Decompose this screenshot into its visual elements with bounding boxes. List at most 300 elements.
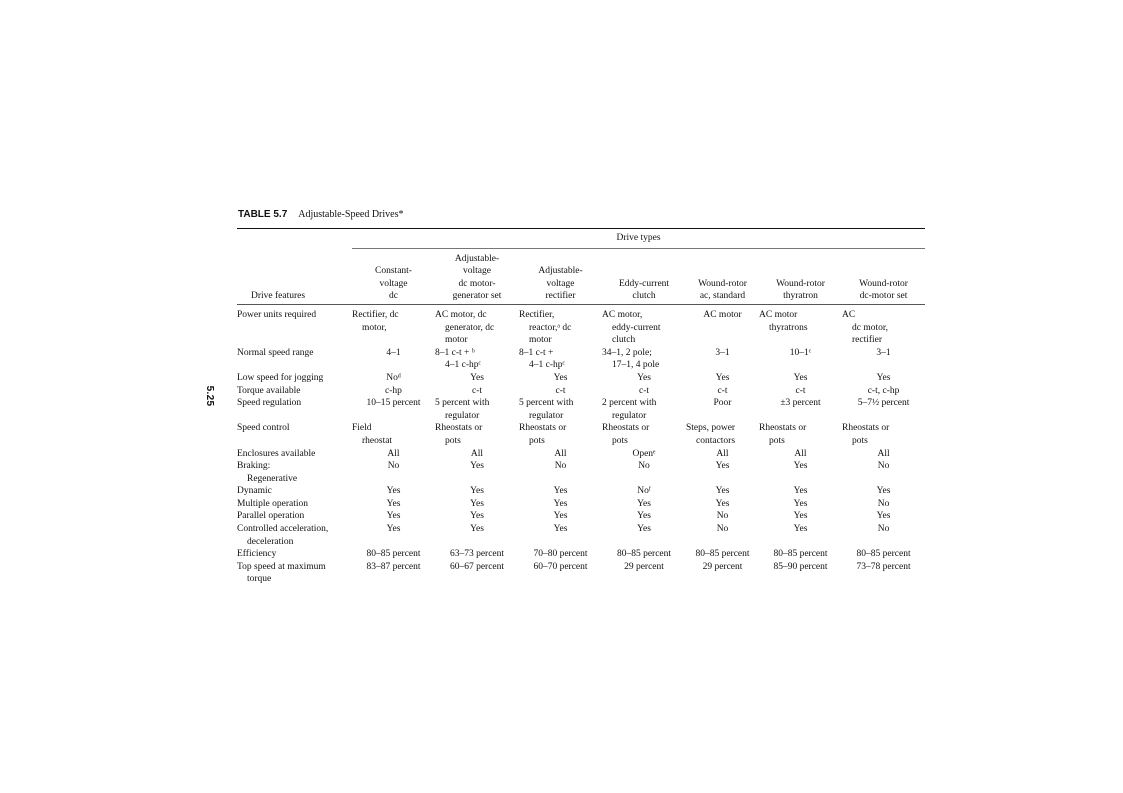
- cell-line: 80–85 percent: [616, 549, 672, 560]
- cell-line: No: [877, 461, 890, 472]
- cell-line: Yes: [470, 372, 484, 383]
- table-cell: [519, 498, 602, 511]
- cell-line: eddy-current: [612, 322, 661, 333]
- table-cell: [435, 523, 519, 548]
- table-cell: [842, 347, 925, 372]
- table-cell: [519, 448, 602, 461]
- table-cell: [602, 448, 686, 461]
- table-cell: [435, 448, 519, 461]
- table-cell: [759, 498, 842, 511]
- cell-line: No: [638, 461, 650, 472]
- cell-line: regulator: [529, 410, 564, 421]
- cell-line: Yes: [715, 486, 730, 497]
- table-cell: [759, 460, 842, 485]
- table-cell: [759, 304, 842, 346]
- table-row: [237, 548, 925, 561]
- cell-line: rheostat: [362, 435, 393, 446]
- table-body: [237, 304, 925, 586]
- cell-line: 4–1 c-hpᶜ: [445, 360, 481, 371]
- cell-line: ±3 percent: [780, 398, 821, 409]
- cell-line: Yes: [553, 486, 568, 497]
- table-cell: [519, 397, 602, 422]
- table-cell: [602, 422, 686, 447]
- table-caption: [238, 209, 404, 220]
- table-cell: [352, 485, 435, 498]
- drives-table-container: [237, 228, 925, 586]
- column-header-row: [237, 248, 925, 304]
- table-cell: [602, 485, 686, 498]
- table-cell: [602, 523, 686, 548]
- cell-line: c-t: [795, 385, 806, 396]
- table-cell: [602, 385, 686, 398]
- cell-line: 73–78 percent: [856, 561, 911, 572]
- cell-line: Yes: [876, 372, 891, 383]
- table-cell: [842, 448, 925, 461]
- cell-line: motor: [529, 335, 552, 346]
- table-cell: [352, 372, 435, 385]
- cell-line: Openᵉ: [632, 448, 656, 459]
- row-feature: [237, 561, 352, 586]
- feature-line: Normal speed range: [237, 347, 314, 358]
- table-cell: [519, 347, 602, 372]
- table-cell: [686, 548, 759, 561]
- table-cell: [686, 485, 759, 498]
- cell-line: Steps, power: [686, 423, 736, 434]
- table-cell: [352, 385, 435, 398]
- cell-line: motor: [445, 335, 468, 346]
- column-header-line: Eddy-current: [618, 278, 670, 289]
- table-cell: [686, 561, 759, 586]
- table-cell: [352, 498, 435, 511]
- table-cell: [435, 485, 519, 498]
- cell-line: Yes: [876, 511, 891, 522]
- column-header-4: [602, 248, 686, 304]
- cell-line: regulator: [445, 410, 480, 421]
- column-header-0: [237, 248, 352, 304]
- table-cell: [602, 460, 686, 485]
- cell-line: 4–1: [386, 347, 401, 358]
- cell-line: No: [877, 524, 890, 535]
- cell-line: All: [387, 448, 400, 459]
- table-label: TABLE 5.7: [238, 209, 288, 220]
- table-cell: [686, 397, 759, 422]
- cell-line: AC motor,: [602, 309, 643, 320]
- table-row: [237, 422, 925, 447]
- cell-line: Yes: [470, 524, 484, 535]
- column-header-7: [842, 248, 925, 304]
- cell-line: dc motor,: [852, 322, 889, 333]
- cell-line: 8–1 c-t +: [519, 347, 554, 358]
- table-cell: [759, 448, 842, 461]
- table-cell: [686, 385, 759, 398]
- cell-line: Yes: [793, 498, 808, 509]
- feature-line: Speed regulation: [237, 398, 302, 409]
- cell-line: thyratrons: [769, 322, 808, 333]
- cell-line: 83–87 percent: [366, 561, 421, 572]
- feature-line: Dynamic: [237, 486, 272, 497]
- row-feature: [237, 448, 352, 461]
- cell-line: pots: [529, 435, 545, 446]
- column-header-line: voltage: [379, 278, 408, 289]
- table-cell: [352, 523, 435, 548]
- table-cell: [519, 385, 602, 398]
- table-cell: [519, 523, 602, 548]
- column-header-3: [519, 248, 602, 304]
- cell-line: All: [470, 448, 484, 459]
- cell-line: 3–1: [876, 347, 891, 358]
- column-header-line: dc: [389, 291, 398, 302]
- row-feature: [237, 460, 352, 485]
- row-feature: [237, 347, 352, 372]
- cell-line: Yes: [793, 461, 808, 472]
- cell-line: 63–73 percent: [449, 549, 505, 560]
- cell-line: Yes: [793, 511, 808, 522]
- cell-line: 5 percent with: [519, 398, 574, 409]
- table-cell: [352, 347, 435, 372]
- cell-line: pots: [852, 435, 868, 446]
- cell-line: c-t, c-hp: [867, 385, 900, 396]
- column-header-2: [435, 248, 519, 304]
- cell-line: No: [387, 461, 400, 472]
- table-cell: [842, 397, 925, 422]
- table-cell: [602, 372, 686, 385]
- cell-line: All: [794, 448, 807, 459]
- cell-line: 4–1 c-hpᶜ: [529, 360, 565, 371]
- cell-line: Rheostats or: [602, 423, 650, 434]
- table-cell: [435, 385, 519, 398]
- cell-line: Rheostats or: [435, 423, 483, 434]
- row-feature: [237, 485, 352, 498]
- table-cell: [352, 422, 435, 447]
- cell-line: Yes: [386, 511, 401, 522]
- cell-line: 80–85 percent: [695, 549, 750, 560]
- cell-line: 70–80 percent: [533, 549, 588, 560]
- cell-line: Yes: [386, 486, 401, 497]
- table-row: [237, 448, 925, 461]
- cell-line: AC: [842, 309, 856, 320]
- table-cell: [686, 304, 759, 346]
- column-header-1: [352, 248, 435, 304]
- column-header-line: dc motor-: [458, 278, 496, 289]
- table-cell: [602, 510, 686, 523]
- cell-line: Field: [352, 423, 372, 434]
- column-header-line: voltage: [546, 278, 575, 289]
- table-cell: [842, 372, 925, 385]
- cell-line: Yes: [715, 461, 730, 472]
- table-cell: [759, 397, 842, 422]
- table-cell: [842, 385, 925, 398]
- row-feature: [237, 523, 352, 548]
- column-header-line: ac, standard: [699, 291, 746, 302]
- row-feature: [237, 422, 352, 447]
- table-cell: [759, 385, 842, 398]
- feature-line: Torque available: [237, 385, 301, 396]
- table-cell: [842, 510, 925, 523]
- table-cell: [435, 372, 519, 385]
- feature-line: torque: [247, 574, 272, 585]
- cell-line: pots: [769, 435, 785, 446]
- table-cell: [435, 460, 519, 485]
- feature-line: Speed control: [237, 423, 290, 434]
- cell-line: Yes: [793, 486, 808, 497]
- table-cell: [519, 485, 602, 498]
- cell-line: Yes: [553, 372, 568, 383]
- cell-line: 80–85 percent: [856, 549, 911, 560]
- table-cell: [352, 561, 435, 586]
- table-cell: [519, 372, 602, 385]
- column-header-line: dc-motor set: [859, 291, 908, 302]
- cell-line: pots: [445, 435, 461, 446]
- cell-line: Yes: [715, 498, 730, 509]
- column-header-line: Adjustable-: [538, 266, 583, 277]
- cell-line: Yes: [553, 511, 568, 522]
- cell-line: Yes: [386, 498, 401, 509]
- row-feature: [237, 548, 352, 561]
- table-cell: [352, 548, 435, 561]
- cell-line: Yes: [793, 372, 808, 383]
- table-cell: [435, 498, 519, 511]
- cell-line: 29 percent: [624, 561, 664, 572]
- feature-line: Braking:: [237, 461, 271, 472]
- cell-line: regulator: [612, 410, 647, 421]
- cell-line: clutch: [612, 335, 636, 346]
- cell-line: Yes: [793, 524, 808, 535]
- table-cell: [686, 448, 759, 461]
- table-cell: [842, 561, 925, 586]
- column-header-line: Wound-rotor: [859, 278, 908, 289]
- column-header-line: Adjustable-: [454, 253, 500, 264]
- cell-line: Yes: [637, 372, 651, 383]
- cell-line: Rheostats or: [759, 423, 807, 434]
- row-feature: [237, 385, 352, 398]
- cell-line: c-t: [638, 385, 650, 396]
- group-header: Drive types: [352, 229, 925, 249]
- table-row: [237, 460, 925, 485]
- column-header-line: generator set: [452, 291, 502, 302]
- cell-line: 80–85 percent: [773, 549, 828, 560]
- table-cell: [842, 523, 925, 548]
- cell-line: AC motor: [703, 309, 742, 320]
- cell-line: Yes: [637, 498, 651, 509]
- cell-line: Rheostats or: [842, 423, 890, 434]
- table-cell: [759, 548, 842, 561]
- feature-line: deceleration: [247, 536, 294, 547]
- table-row: [237, 523, 925, 548]
- cell-line: Yes: [470, 498, 484, 509]
- table-cell: [686, 372, 759, 385]
- table-cell: [842, 485, 925, 498]
- table-cell: [759, 422, 842, 447]
- cell-line: All: [877, 448, 890, 459]
- column-header-line: clutch: [632, 291, 656, 302]
- column-header-line: thyratron: [783, 291, 818, 302]
- table-row: [237, 485, 925, 498]
- table-row: [237, 372, 925, 385]
- row-feature: [237, 304, 352, 346]
- feature-line: Power units required: [237, 309, 317, 320]
- cell-line: 85–90 percent: [773, 561, 828, 572]
- table-cell: [602, 548, 686, 561]
- cell-line: 10–1ᶜ: [789, 347, 812, 358]
- table-cell: [686, 523, 759, 548]
- cell-line: Yes: [470, 486, 484, 497]
- feature-line: Parallel operation: [237, 511, 305, 522]
- table-cell: [519, 304, 602, 346]
- cell-line: AC motor, dc: [435, 309, 487, 320]
- table-cell: [435, 510, 519, 523]
- table-cell: [759, 510, 842, 523]
- cell-line: Yes: [470, 461, 484, 472]
- table-cell: [519, 561, 602, 586]
- page-number: 5.25: [204, 385, 215, 407]
- cell-line: 60–70 percent: [533, 561, 588, 572]
- cell-line: Rheostats or: [519, 423, 567, 434]
- cell-line: c-hp: [385, 385, 402, 396]
- table-cell: [352, 510, 435, 523]
- table-row: [237, 498, 925, 511]
- cell-line: Yes: [553, 524, 568, 535]
- table-row: [237, 347, 925, 372]
- cell-line: generator, dc: [445, 322, 495, 333]
- table-cell: [842, 498, 925, 511]
- cell-line: Noᵈ: [386, 372, 401, 383]
- cell-line: reactor,ᵃ dc: [529, 322, 572, 333]
- table-title: Adjustable-Speed Drives*: [298, 209, 404, 220]
- table-cell: [352, 397, 435, 422]
- column-header-line: Constant-: [375, 266, 412, 277]
- cell-line: c-t: [471, 385, 483, 396]
- cell-line: contactors: [696, 435, 736, 446]
- table-cell: [686, 510, 759, 523]
- column-header-line: Wound-rotor: [698, 278, 747, 289]
- table-cell: [519, 548, 602, 561]
- table-row: [237, 510, 925, 523]
- table-cell: [435, 422, 519, 447]
- table-cell: [602, 498, 686, 511]
- table-cell: [435, 561, 519, 586]
- column-header-line: Wound-rotor: [776, 278, 825, 289]
- column-header-line: voltage: [463, 266, 491, 277]
- table-cell: [352, 304, 435, 346]
- cell-line: No: [877, 498, 890, 509]
- cell-line: c-t: [717, 385, 728, 396]
- table-cell: [842, 548, 925, 561]
- table-row: [237, 561, 925, 586]
- column-header-5: [686, 248, 759, 304]
- feature-line: Low speed for jogging: [237, 372, 324, 383]
- table-cell: [602, 561, 686, 586]
- column-header-line: Drive features: [251, 291, 306, 302]
- column-header-line: rectifier: [545, 291, 576, 302]
- table-row: [237, 385, 925, 398]
- cell-line: Noᶠ: [637, 486, 651, 497]
- row-feature: [237, 498, 352, 511]
- cell-line: Yes: [876, 486, 891, 497]
- feature-line: Efficiency: [237, 549, 277, 560]
- cell-line: 60–67 percent: [449, 561, 505, 572]
- cell-line: c-t: [555, 385, 566, 396]
- cell-line: Yes: [386, 524, 401, 535]
- table-cell: [759, 485, 842, 498]
- cell-line: 80–85 percent: [366, 549, 421, 560]
- cell-line: 2 percent with: [602, 398, 657, 409]
- table-cell: [519, 422, 602, 447]
- cell-line: Rectifier, dc: [352, 309, 399, 320]
- feature-line: Controlled acceleration,: [237, 524, 329, 535]
- cell-line: Yes: [637, 511, 651, 522]
- cell-line: pots: [612, 435, 628, 446]
- table-cell: [352, 460, 435, 485]
- row-feature: [237, 510, 352, 523]
- table-cell: [602, 397, 686, 422]
- cell-line: 5 percent with: [435, 398, 490, 409]
- table-cell: [602, 347, 686, 372]
- cell-line: motor,: [362, 322, 387, 333]
- cell-line: 8–1 c-t + ᵇ: [435, 347, 475, 358]
- cell-line: No: [554, 461, 567, 472]
- cell-line: All: [554, 448, 567, 459]
- table-row: [237, 397, 925, 422]
- drives-table: [237, 228, 925, 586]
- cell-line: Yes: [637, 524, 651, 535]
- table-cell: [759, 372, 842, 385]
- table-cell: [435, 548, 519, 561]
- table-cell: [759, 347, 842, 372]
- table-cell: [435, 347, 519, 372]
- cell-line: 5–7½ percent: [857, 398, 910, 409]
- column-header-6: [759, 248, 842, 304]
- cell-line: 17–1, 4 pole: [612, 360, 660, 371]
- cell-line: 3–1: [715, 347, 730, 358]
- table-cell: [686, 347, 759, 372]
- cell-line: No: [716, 511, 729, 522]
- cell-line: 10–15 percent: [366, 398, 421, 409]
- cell-line: Poor: [713, 398, 732, 409]
- table-cell: [352, 448, 435, 461]
- table-cell: [435, 304, 519, 346]
- table-cell: [842, 460, 925, 485]
- cell-line: AC motor: [759, 309, 798, 320]
- row-feature: [237, 397, 352, 422]
- cell-line: rectifier: [852, 335, 883, 346]
- feature-line: Regenerative: [247, 473, 298, 484]
- feature-line: Multiple operation: [237, 498, 308, 509]
- cell-line: 34–1, 2 pole;: [602, 347, 652, 358]
- table-cell: [842, 304, 925, 346]
- feature-line: Top speed at maximum: [237, 561, 326, 572]
- cell-line: Yes: [715, 372, 730, 383]
- header-spacer: [237, 229, 352, 249]
- table-cell: [842, 422, 925, 447]
- table-cell: [435, 397, 519, 422]
- table-cell: [519, 460, 602, 485]
- row-feature: [237, 372, 352, 385]
- table-cell: [686, 460, 759, 485]
- table-cell: [686, 422, 759, 447]
- cell-line: No: [716, 524, 729, 535]
- cell-line: Yes: [553, 498, 568, 509]
- table-cell: [686, 498, 759, 511]
- table-cell: [519, 510, 602, 523]
- table-row: [237, 304, 925, 346]
- table-cell: [602, 304, 686, 346]
- table-cell: [759, 561, 842, 586]
- cell-line: 29 percent: [702, 561, 743, 572]
- feature-line: Enclosures available: [237, 448, 316, 459]
- cell-line: Yes: [470, 511, 484, 522]
- cell-line: Rectifier,: [519, 309, 555, 320]
- cell-line: All: [716, 448, 729, 459]
